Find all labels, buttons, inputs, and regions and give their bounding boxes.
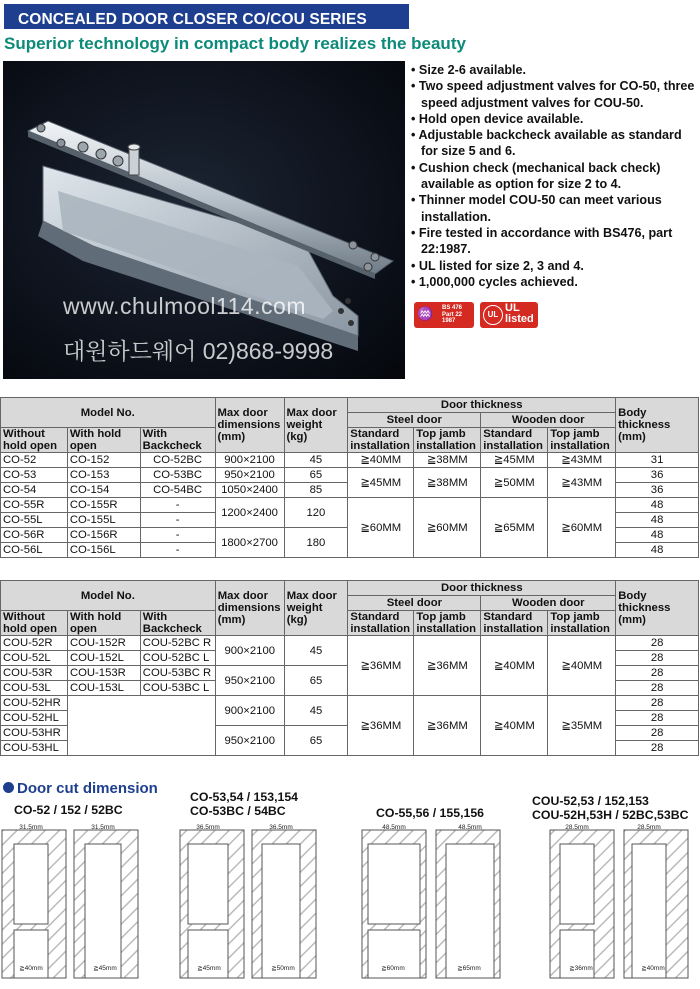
cell-body: 28 [616, 696, 699, 711]
header-max-weight: Max door weight (kg) [284, 398, 348, 453]
header-steel-standard: Standard installation [348, 428, 414, 453]
cell-body: 48 [616, 498, 699, 513]
cell-thickness: ≧40MM [548, 636, 616, 696]
group-label [190, 790, 298, 818]
header-max-weight: Max door weight (kg) [284, 581, 348, 636]
cell-model: COU-53HR [1, 726, 68, 741]
width-dimension: 36.5mm [269, 824, 293, 831]
cell-weight: 45 [284, 696, 348, 726]
cell-model: CO-153 [67, 468, 140, 483]
header-body-thickness: Body thickness (mm) [616, 581, 699, 636]
cell-model: CO-54BC [140, 483, 215, 498]
cell-model: COU-53HL [1, 741, 68, 756]
group-label-text: CO-55,56 / 155,156 [376, 806, 485, 820]
cell-thickness: ≧38MM [414, 453, 481, 468]
header-with-hold: With hold open [67, 611, 140, 636]
header-steel-standard: Standard installation [348, 611, 414, 636]
cell-thickness: ≧36MM [348, 696, 414, 756]
bs-line: 1987 [442, 318, 456, 324]
cell-model: COU-52BC L [140, 651, 215, 666]
cell-model: COU-53BC R [140, 666, 215, 681]
table-row [1, 636, 699, 651]
cell-thickness: ≧35MM [548, 696, 616, 756]
cell-weight: 85 [284, 483, 348, 498]
cell-body: 36 [616, 468, 699, 483]
cell-model: CO-53BC [140, 468, 215, 483]
header-wooden-door: Wooden door [481, 596, 616, 611]
cell-dimension: 950×2100 [215, 666, 284, 696]
header-steel-door: Steel door [348, 596, 481, 611]
feature-item: • Fire tested in accordance with BS476, part 22:1987. [411, 225, 700, 258]
cell-body: 28 [616, 651, 699, 666]
width-dimension: 36.5mm [196, 824, 220, 831]
feature-item: • Size 2-6 available. [411, 62, 700, 78]
cell-thickness: ≧40MM [481, 636, 548, 696]
cell-model: - [140, 513, 215, 528]
header-max-dim: Max door dimensions (mm) [215, 398, 284, 453]
header-max-dim: Max door dimensions (mm) [215, 581, 284, 636]
cell-weight: 65 [284, 468, 348, 483]
cell-model: COU-153L [67, 681, 140, 696]
cell-model: CO-156L [67, 543, 140, 558]
header-wood-topjamb: Top jamb installation [548, 611, 616, 636]
group-label [14, 803, 123, 817]
cell-thickness: ≧40MM [348, 453, 414, 468]
cell-model: CO-152 [67, 453, 140, 468]
cell-model: CO-154 [67, 483, 140, 498]
bs-line: BS 476 [442, 305, 463, 311]
depth-dimension: ≧40mm [19, 965, 43, 972]
cell-thickness: ≧60MM [414, 498, 481, 558]
depth-dimension: ≧50mm [271, 965, 295, 972]
header-model-no: Model No. [1, 581, 216, 611]
door-cut-title-text: Door cut dimension [17, 780, 158, 797]
cell-weight: 180 [284, 528, 348, 558]
cell-weight: 65 [284, 666, 348, 696]
header [0, 0, 700, 31]
table-row [1, 696, 699, 711]
header-without-hold: Without hold open [1, 611, 68, 636]
cell-body: 28 [616, 726, 699, 741]
bs476-badge [414, 302, 474, 328]
cell-body: 48 [616, 513, 699, 528]
feature-item: • Two speed adjustment valves for CO-50, three speed adjustment valves for COU-50. [411, 78, 700, 111]
header-with-backcheck: With Backcheck [140, 428, 215, 453]
subtitle: Superior technology in compact body realizes the beauty [4, 34, 466, 53]
cell-thickness: ≧36MM [414, 636, 481, 696]
door-cut-diagram [0, 818, 700, 984]
co-series-table [0, 397, 699, 558]
header-door-thickness: Door thickness [348, 398, 616, 413]
cell-model: - [140, 528, 215, 543]
depth-dimension: ≧36mm [569, 965, 593, 972]
certification-badges [414, 302, 544, 330]
cell-dimension: 900×2100 [215, 636, 284, 666]
cell-model: CO-155L [67, 513, 140, 528]
cell-model: - [140, 543, 215, 558]
ul-logo-icon: UL [483, 305, 503, 325]
header-model-no: Model No. [1, 398, 216, 428]
header-wooden-door: Wooden door [481, 413, 616, 428]
table-row [1, 453, 699, 468]
cell-body: 28 [616, 711, 699, 726]
cell-model: COU-152L [67, 651, 140, 666]
header-bar [4, 4, 409, 29]
cell-model: COU-53BC L [140, 681, 215, 696]
header-with-hold: With hold open [67, 428, 140, 453]
header-steel-door: Steel door [348, 413, 481, 428]
header-with-backcheck: With Backcheck [140, 611, 215, 636]
cell-body: 28 [616, 681, 699, 696]
cell-weight: 65 [284, 726, 348, 756]
cell-model: COU-152R [67, 636, 140, 651]
depth-dimension: ≧65mm [457, 965, 481, 972]
bullet-icon [3, 782, 14, 793]
depth-dimension: ≧40mm [641, 965, 665, 972]
cell-model: CO-156R [67, 528, 140, 543]
cell-dimension: 1200×2400 [215, 498, 284, 528]
header-door-thickness: Door thickness [348, 581, 616, 596]
depth-dimension: ≧45mm [93, 965, 117, 972]
cell-weight: 120 [284, 498, 348, 528]
ul-line: UL [505, 302, 520, 314]
width-dimension: 28.5mm [637, 824, 661, 831]
header-wood-topjamb: Top jamb installation [548, 428, 616, 453]
page-title: CONCEALED DOOR CLOSER CO/COU SERIES [18, 11, 367, 28]
cell-body: 36 [616, 483, 699, 498]
feature-item: • Adjustable backcheck available as standard for size 5 and 6. [411, 127, 700, 160]
door-closer-illustration [3, 61, 405, 379]
cell-model: CO-55L [1, 513, 68, 528]
header-steel-topjamb: Top jamb installation [414, 428, 481, 453]
feature-item: • UL listed for size 2, 3 and 4. [411, 258, 700, 274]
group-label-text: COU-52,53 / 152,153 COU-52H,53H / 52BC,53BC [532, 794, 689, 822]
depth-dimension: ≧60mm [381, 965, 405, 972]
door-cut-title [3, 780, 158, 797]
header-wood-standard: Standard installation [481, 428, 548, 453]
cell-model: CO-155R [67, 498, 140, 513]
cell-thickness: ≧65MM [481, 498, 548, 558]
cell-body: 48 [616, 543, 699, 558]
cell-model: CO-56R [1, 528, 68, 543]
table-row [1, 468, 699, 483]
header-steel-topjamb: Top jamb installation [414, 611, 481, 636]
table-row [1, 498, 699, 513]
cell-model: - [140, 498, 215, 513]
cell-thickness: ≧60MM [348, 498, 414, 558]
cell-model: COU-52R [1, 636, 68, 651]
door-cut-drawings [0, 818, 700, 984]
ul-listed-badge [480, 302, 538, 328]
watermark-url: www.chulmool114.com [63, 293, 307, 319]
width-dimension: 28.5mm [565, 824, 589, 831]
cell-thickness: ≧60MM [548, 498, 616, 558]
bs-line: Part 22 [442, 311, 463, 318]
cell-model: COU-52L [1, 651, 68, 666]
cell-model: COU-53R [1, 666, 68, 681]
features-list [411, 62, 700, 290]
group-label-text: CO-52 / 152 / 52BC [14, 803, 123, 817]
cell-body: 28 [616, 666, 699, 681]
header-body-thickness: Body thickness (mm) [616, 398, 699, 453]
cell-model: CO-54 [1, 483, 68, 498]
feature-item: • Thinner model COU-50 can meet various installation. [411, 192, 700, 225]
cell-dimension: 950×2100 [215, 468, 284, 483]
width-dimension: 48.5mm [458, 824, 482, 831]
cell-dimension: 950×2100 [215, 726, 284, 756]
cell-model: CO-52 [1, 453, 68, 468]
depth-dimension: ≧45mm [197, 965, 221, 972]
cell-body: 31 [616, 453, 699, 468]
product-photo [3, 61, 405, 379]
cell-model: CO-53 [1, 468, 68, 483]
cell-model: COU-52HR [1, 696, 68, 711]
width-dimension: 31.5mm [91, 824, 115, 831]
cell-thickness: ≧36MM [348, 636, 414, 696]
cell-thickness: ≧36MM [414, 696, 481, 756]
cell-thickness: ≧45MM [481, 453, 548, 468]
feature-item: • 1,000,000 cycles achieved. [411, 274, 700, 290]
cell-thickness: ≧45MM [348, 468, 414, 498]
cell-thickness: ≧43MM [548, 468, 616, 498]
width-dimension: 31.5mm [19, 824, 43, 831]
cell-thickness: ≧43MM [548, 453, 616, 468]
header-wood-standard: Standard installation [481, 611, 548, 636]
cell-model: COU-52BC R [140, 636, 215, 651]
cell-dimension: 1050×2400 [215, 483, 284, 498]
bs-logo-icon: ♒ [417, 306, 434, 321]
header-without-hold: Without hold open [1, 428, 68, 453]
cell-thickness: ≧50MM [481, 468, 548, 498]
cell-body: 28 [616, 636, 699, 651]
cell-dimension: 900×2100 [215, 696, 284, 726]
feature-item: • Cushion check (mechanical back check) available as option for size 2 to 4. [411, 160, 700, 193]
feature-item: • Hold open device available. [411, 111, 700, 127]
cell-model: CO-55R [1, 498, 68, 513]
group-label-text: CO-53,54 / 153,154 CO-53BC / 54BC [190, 790, 299, 818]
cell-empty [67, 696, 215, 756]
cell-dimension: 900×2100 [215, 453, 284, 468]
cell-weight: 45 [284, 636, 348, 666]
cell-dimension: 1800×2700 [215, 528, 284, 558]
cou-series-table [0, 580, 699, 756]
cell-thickness: ≧40MM [481, 696, 548, 756]
cell-body: 48 [616, 528, 699, 543]
cell-model: COU-153R [67, 666, 140, 681]
cell-body: 28 [616, 741, 699, 756]
cell-model: CO-52BC [140, 453, 215, 468]
cell-weight: 45 [284, 453, 348, 468]
cell-model: CO-56L [1, 543, 68, 558]
cell-thickness: ≧38MM [414, 468, 481, 498]
cell-model: COU-53L [1, 681, 68, 696]
cell-model: COU-52HL [1, 711, 68, 726]
width-dimension: 48.5mm [382, 824, 406, 831]
watermark-korean: 대원하드웨어 02)868-9998 [63, 338, 334, 364]
ul-line: listed [505, 313, 534, 325]
